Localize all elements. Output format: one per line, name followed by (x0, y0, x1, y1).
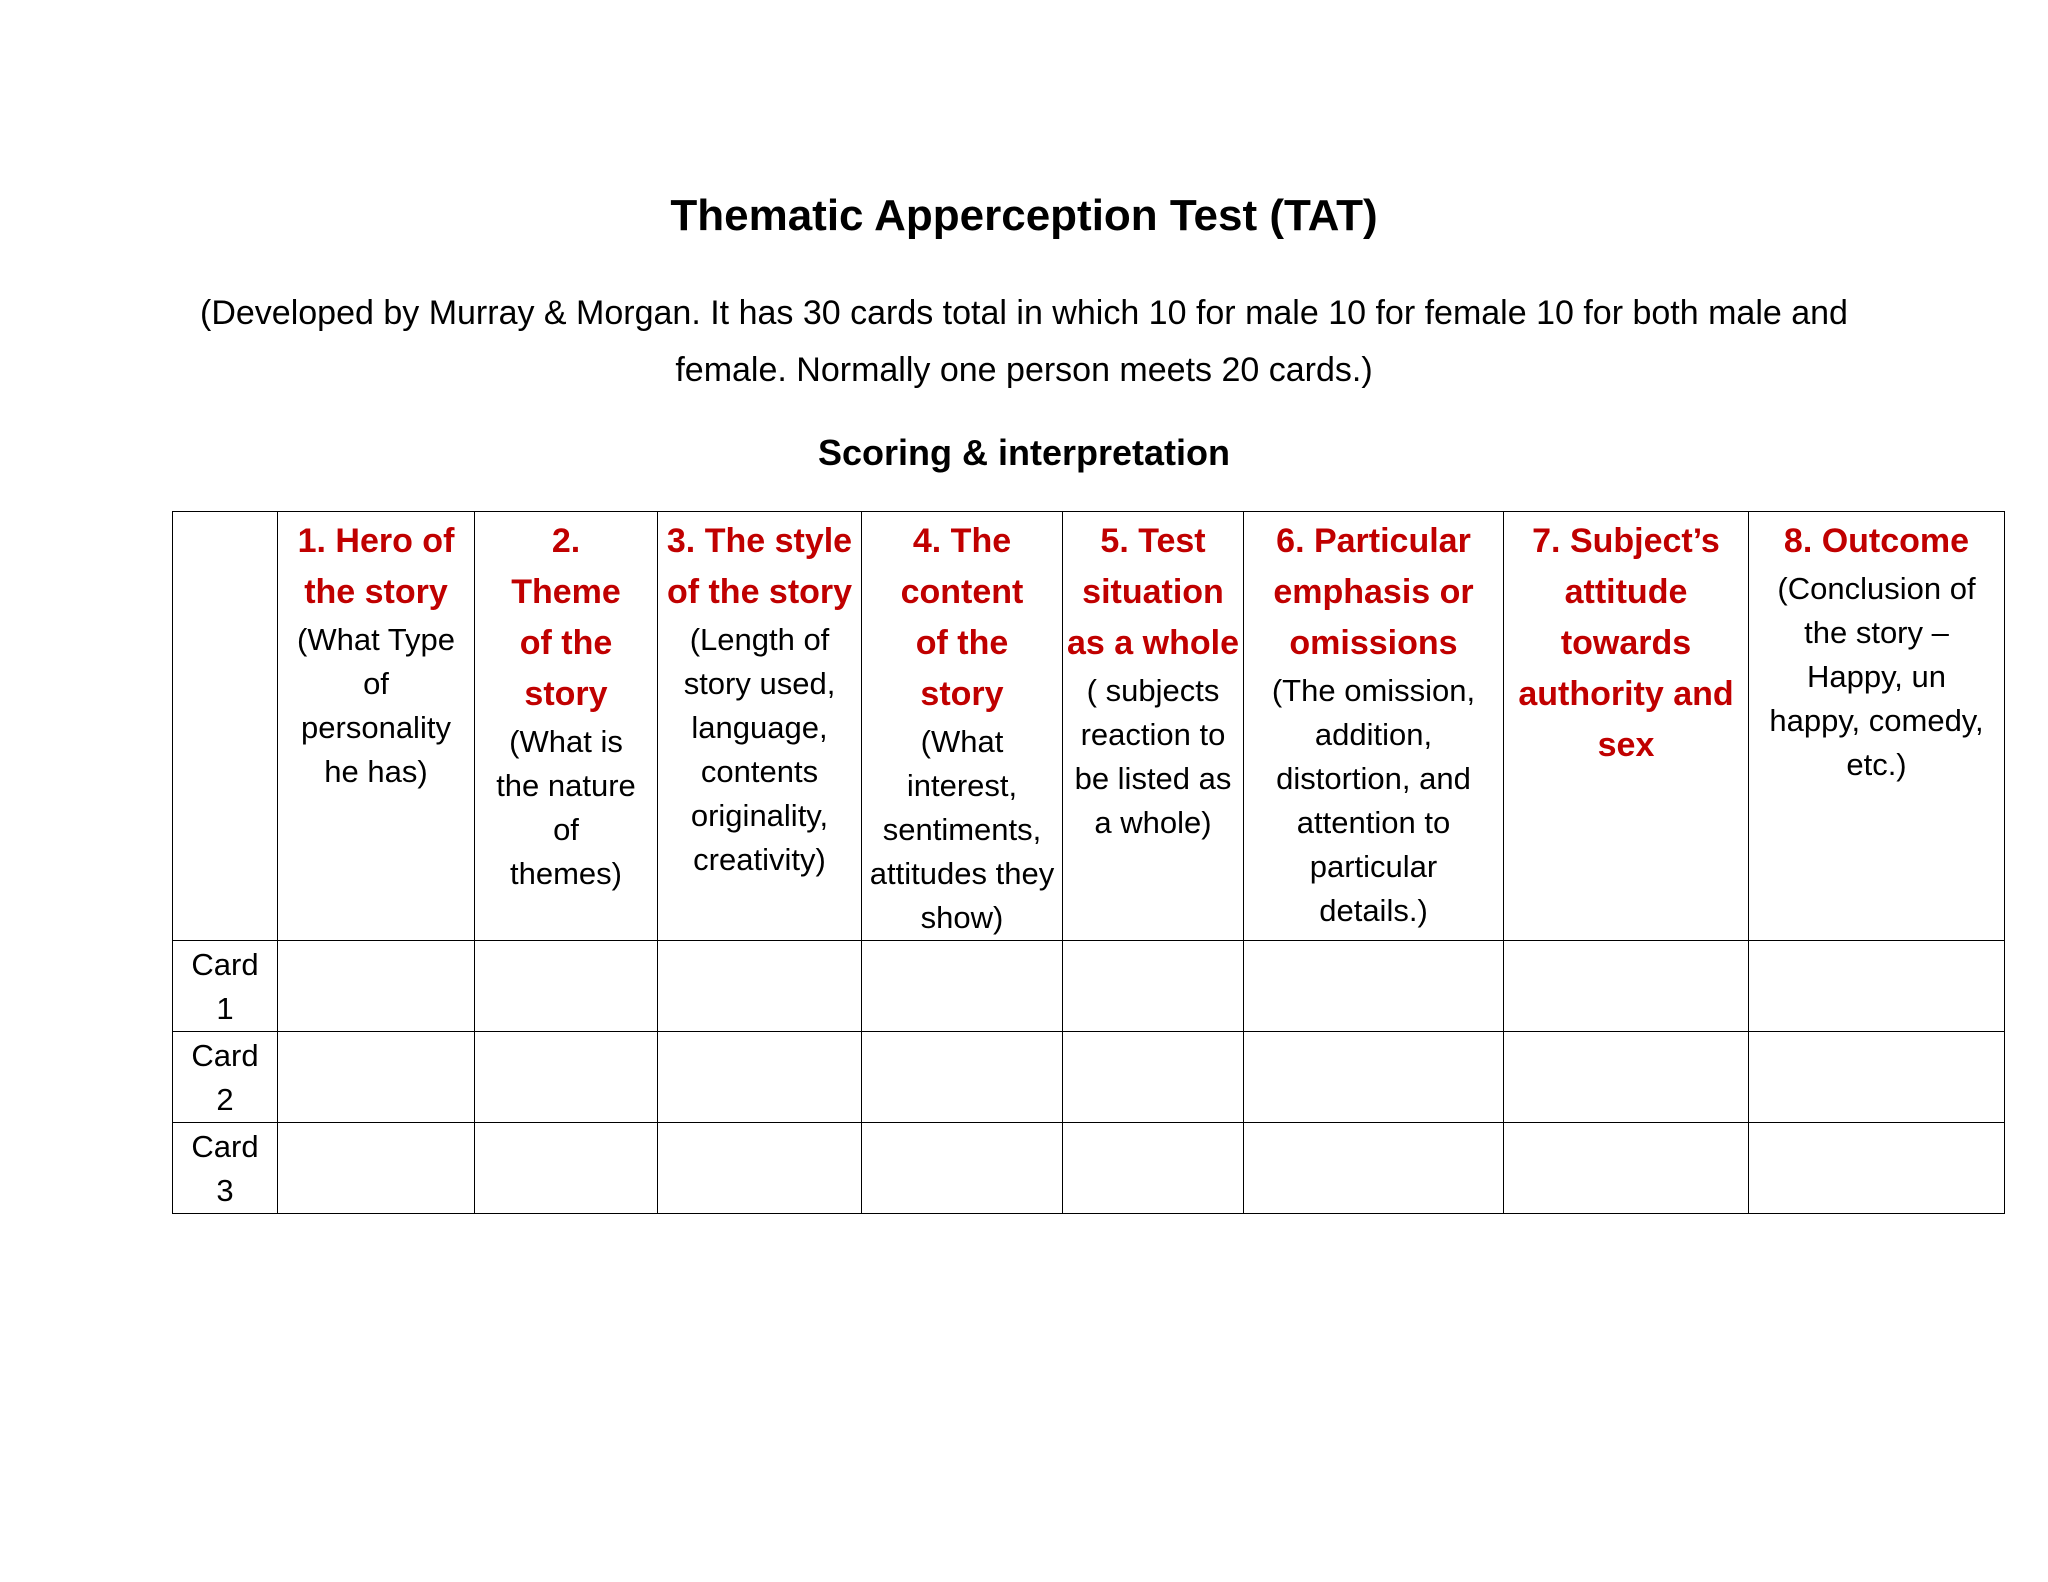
document-subtitle: (Developed by Murray & Morgan. It has 30 cards total in which 10 for male 10 for female 10 for both male and female. Normally one person meets 20 cards.) (200, 294, 1848, 389)
column-description: (Length of story used, language, contents originality, creativity) (683, 622, 836, 877)
column-title: 4. The content of the story (900, 522, 1024, 713)
column-description: (The omission, addition, distortion, and attention to particular details.) (1271, 673, 1476, 928)
table-row (173, 1123, 2005, 1214)
header-cell-attitude (1504, 512, 1749, 941)
header-cell-emphasis (1244, 512, 1504, 941)
header-row (173, 512, 2005, 941)
header-cell-test-situation (1063, 512, 1244, 941)
table-cell (475, 941, 658, 1032)
table-cell (475, 1123, 658, 1214)
table-cell (1749, 1123, 2005, 1214)
table-cell (1504, 941, 1749, 1032)
column-title: 8. Outcome (1783, 522, 1970, 560)
header-cell-theme (475, 512, 658, 941)
table-cell (1749, 941, 2005, 1032)
column-title: 3. The style of the story (666, 522, 853, 611)
document-title: Thematic Apperception Test (TAT) (670, 191, 1378, 240)
table-cell (1504, 1123, 1749, 1214)
header-cell-hero (278, 512, 475, 941)
table-cell (278, 1032, 475, 1123)
scoring-table (172, 511, 2005, 1214)
section-heading: Scoring & interpretation (817, 432, 1231, 473)
column-title: 6. Particular emphasis or omissions (1273, 522, 1474, 662)
table-cell (1244, 1032, 1504, 1123)
table-cell (1749, 1032, 2005, 1123)
table-cell (278, 941, 475, 1032)
row-label: Card 2 (173, 1032, 278, 1123)
header-cell-content (862, 512, 1063, 941)
table-cell (1063, 1032, 1244, 1123)
table-cell (1063, 1123, 1244, 1214)
column-title: 1. Hero of the story (297, 522, 455, 611)
row-label: Card 1 (173, 941, 278, 1032)
table-row (173, 941, 2005, 1032)
table-cell (475, 1032, 658, 1123)
table-cell (1063, 941, 1244, 1032)
column-title: 7. Subject’s attitude towards authority and sex (1518, 522, 1734, 764)
column-description: (Conclusion of the story – Happy, un happy, comedy, etc.) (1769, 571, 1984, 782)
table-cell (658, 1123, 862, 1214)
table-cell (862, 941, 1063, 1032)
corner-cell (173, 512, 278, 941)
table-cell (278, 1123, 475, 1214)
row-label: Card 3 (173, 1123, 278, 1214)
table-cell (862, 1123, 1063, 1214)
column-description: (What is the nature of themes) (496, 724, 636, 891)
table-cell (658, 1032, 862, 1123)
column-title: 5. Test situation as a whole (1067, 522, 1239, 662)
table-cell (658, 941, 862, 1032)
table-row (173, 1032, 2005, 1123)
header-cell-outcome (1749, 512, 2005, 941)
column-description: (What interest, sentiments, attitudes they show) (869, 724, 1055, 935)
column-description: ( subjects reaction to be listed as a whole) (1074, 673, 1232, 840)
table-cell (1504, 1032, 1749, 1123)
header-cell-style (658, 512, 862, 941)
table-cell (1244, 941, 1504, 1032)
column-description: (What Type of personality he has) (297, 622, 455, 789)
table-cell (862, 1032, 1063, 1123)
column-title: 2. Theme of the story (511, 522, 621, 713)
table-cell (1244, 1123, 1504, 1214)
